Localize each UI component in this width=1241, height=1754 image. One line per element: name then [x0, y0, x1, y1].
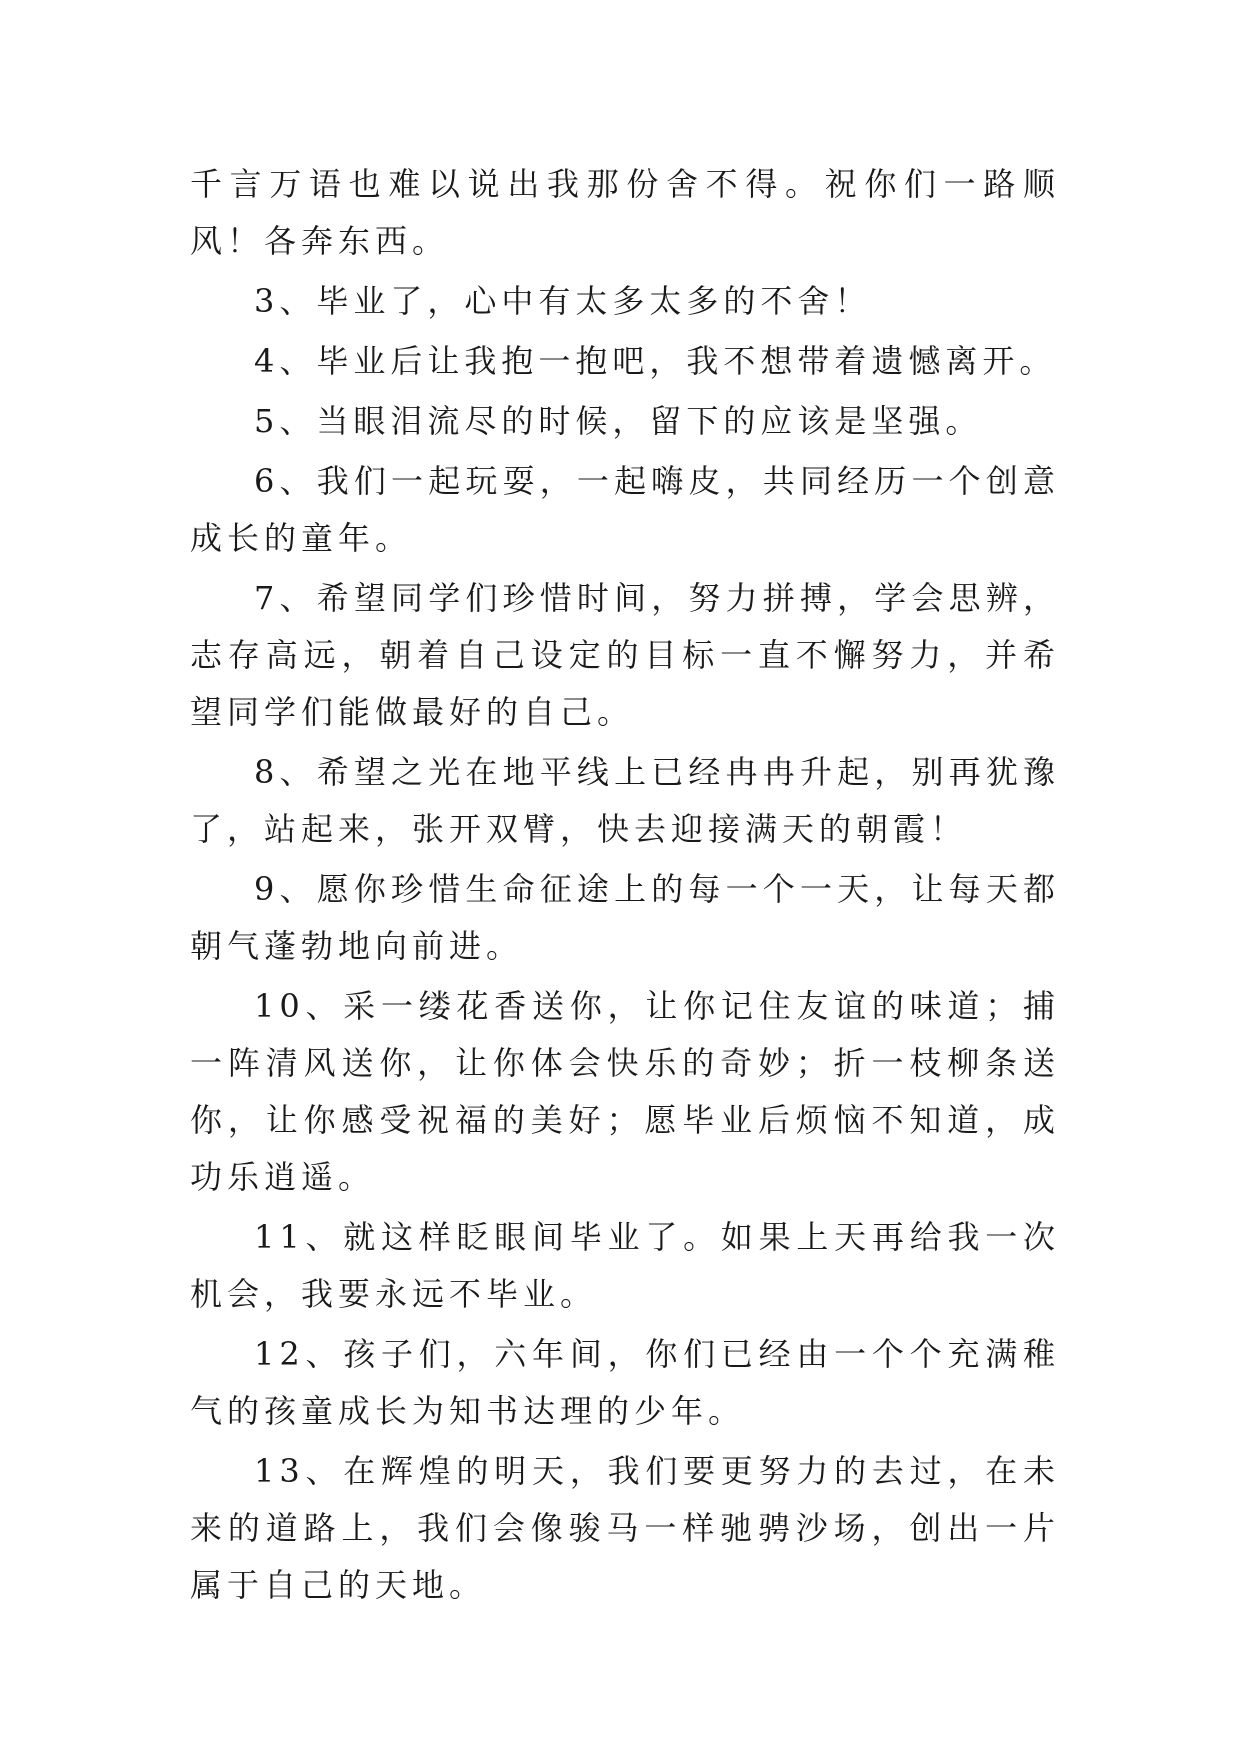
paragraph-item-7: 7、希望同学们珍惜时间，努力拼搏，学会思辨，志存高远，朝着自己设定的目标一直不懈努力，并希望同学们能做最好的自己。	[190, 579, 1060, 731]
paragraph-continued: 千言万语也难以说出我那份舍不得。祝你们一路顺风！各奔东西。	[190, 165, 1060, 260]
paragraph-item-11: 11、就这样眨眼间毕业了。如果上天再给我一次机会，我要永远不毕业。	[190, 1218, 1060, 1313]
paragraph-item-12: 12、孩子们，六年间，你们已经由一个个充满稚气的孩童成长为知书达理的少年。	[190, 1335, 1060, 1430]
paragraph-item-4: 4、毕业后让我抱一抱吧，我不想带着遗憾离开。	[254, 342, 1057, 380]
paragraph-item-10: 10、采一缕花香送你，让你记住友谊的味道；捕一阵清风送你，让你体会快乐的奇妙；折一枝柳条送你，让你感受祝福的美好；愿毕业后烦恼不知道，成功乐逍遥。	[190, 987, 1060, 1196]
paragraph-item-5: 5、当眼泪流尽的时候，留下的应该是坚强。	[254, 402, 983, 440]
paragraph-item-8: 8、希望之光在地平线上已经冉冉升起，别再犹豫了，站起来，张开双臂，快去迎接满天的朝霞！	[190, 753, 1060, 848]
document-body	[190, 156, 1060, 1617]
paragraph-item-3: 3、毕业了，心中有太多太多的不舍！	[254, 282, 872, 320]
paragraph-item-9: 9、愿你珍惜生命征途上的每一个一天，让每天都朝气蓬勃地向前进。	[190, 870, 1060, 965]
paragraph-item-13: 13、在辉煌的明天，我们要更努力的去过，在未来的道路上，我们会像骏马一样驰骋沙场，创出一片属于自己的天地。	[190, 1452, 1060, 1604]
paragraph-item-6: 6、我们一起玩耍，一起嗨皮，共同经历一个创意成长的童年。	[190, 462, 1060, 557]
